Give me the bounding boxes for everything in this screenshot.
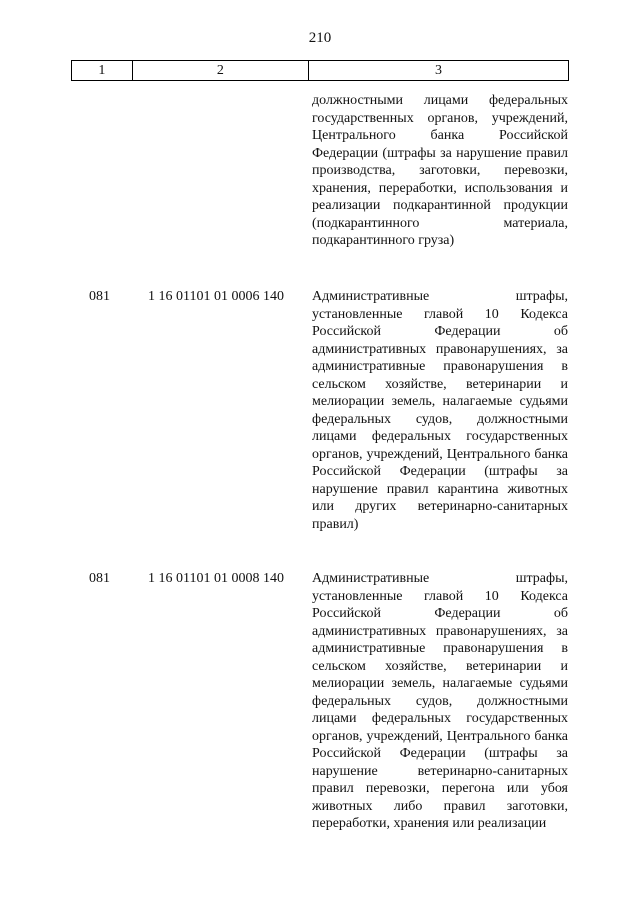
row-3-description: Административные штрафы, установленные главой 10 Кодекса Российской Федерации об административных правонарушениях, за административные правонарушения в сельском хозяйстве, ветеринарии и мелиорации земель, налагаемые судьями федеральных судов, должностными лицами федеральных государственных органов, учреждений, Центрального банка Российской Федерации (штрафы за нарушение ветеринарно-санитарных правил перевозки, перегона или убоя животных либо правил заготовки, переработки, хранения или реализации (312, 571, 568, 831)
page-number: 210 (308, 30, 332, 46)
row-2-admin-code: 081 (89, 289, 110, 304)
column-header-1: 1 (72, 61, 133, 81)
row-3-kbk-code: 1 16 01101 01 0008 140 (148, 571, 284, 586)
row-2-kbk-code: 1 16 01101 01 0006 140 (148, 289, 284, 304)
row-2-description: Административные штрафы, установленные главой 10 Кодекса Российской Федерации об административных правонарушениях, за административные правонарушения в сельском хозяйстве, ветеринарии и мелиорации земель, налагаемые судьями федеральных судов, должностными лицами федеральных государственных органов, учреждений, Центрального банка Российской Федерации (штрафы за нарушение правил карантина животных или других ветеринарно-санитарных правил) (312, 289, 568, 532)
column-header-3: 3 (309, 61, 569, 81)
row-3-admin-code: 081 (89, 571, 110, 586)
column-header-2: 2 (132, 61, 308, 81)
table-header (71, 60, 569, 81)
row-1-description: должностными лицами федеральных государственных органов, учреждений, Центрального банка Российской Федерации (штрафы за нарушение правил производства, заготовки, перевозки, хранения, переработки, использования и реализации подкарантинной продукции (подкарантинного материала, подкарантинного груза) (312, 93, 568, 248)
